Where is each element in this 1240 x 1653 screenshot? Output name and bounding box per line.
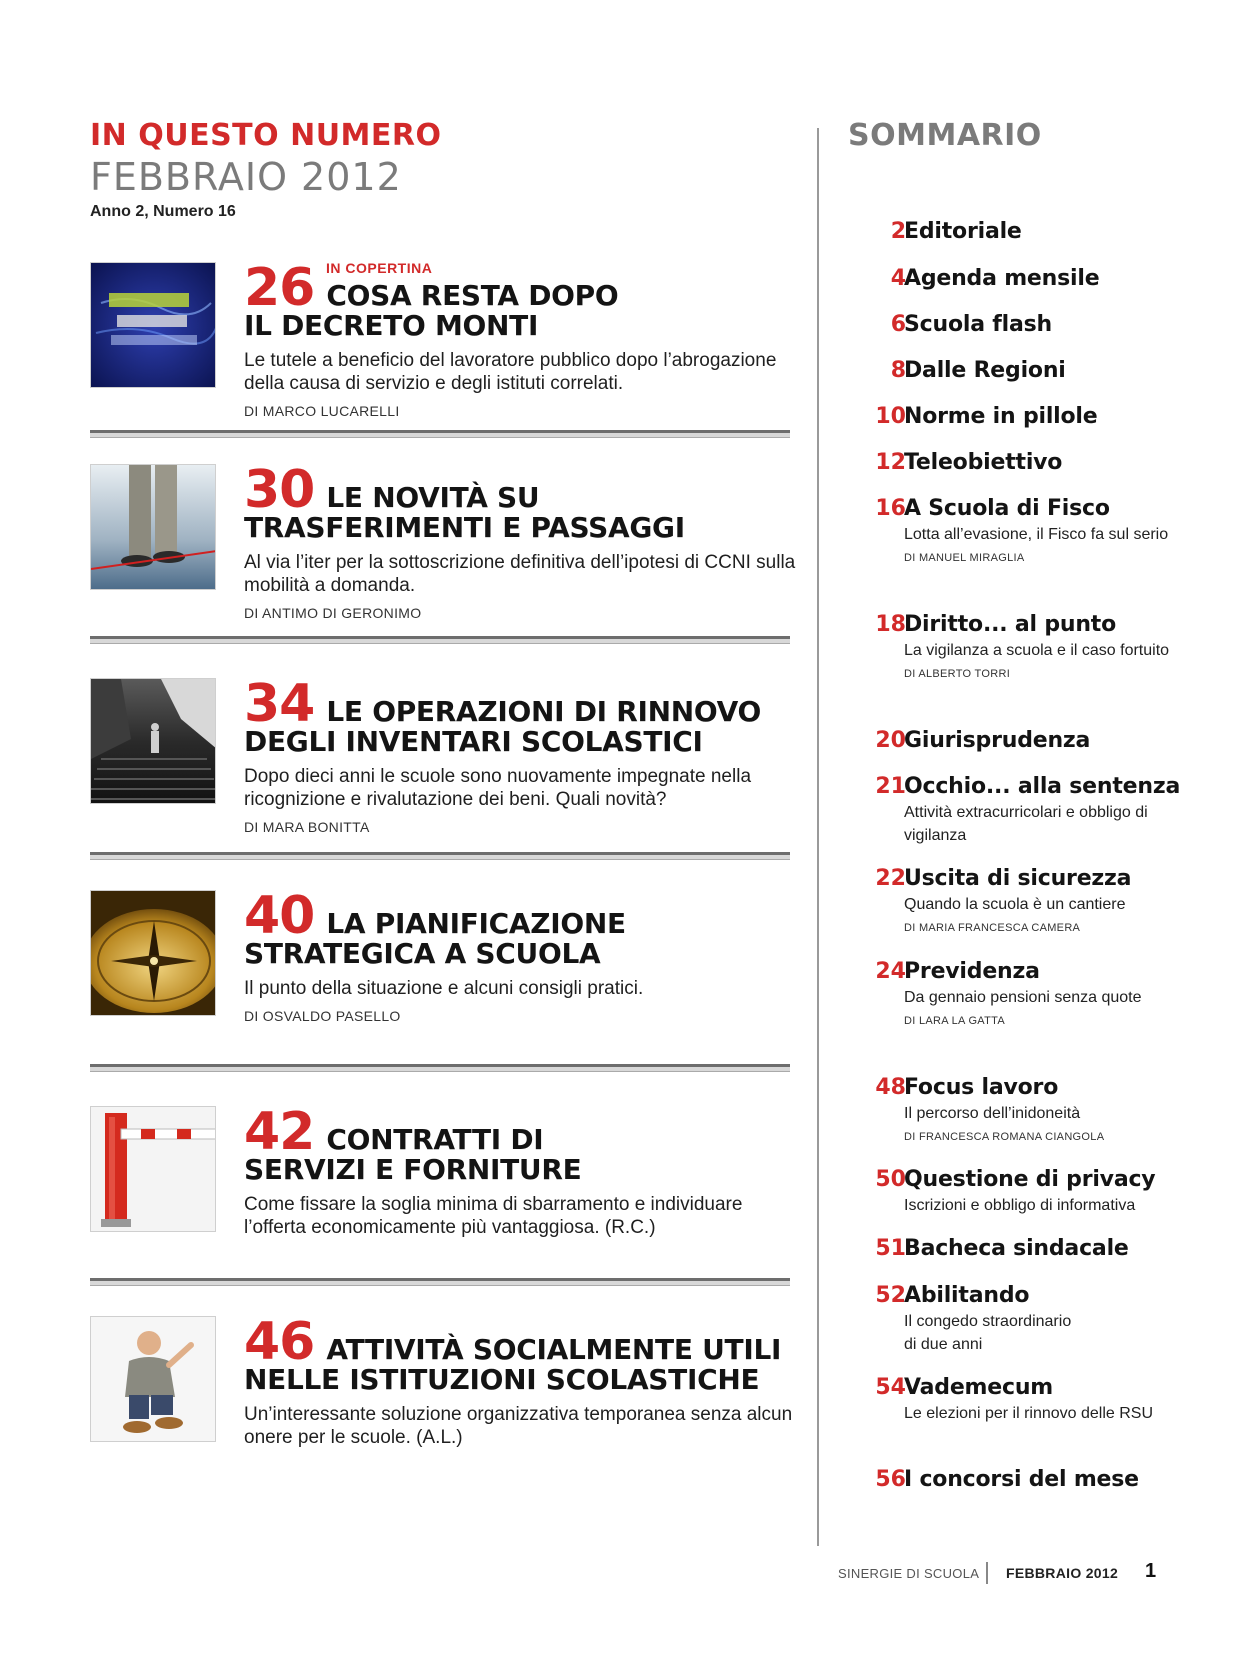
article-description: Dopo dieci anni le scuole sono nuovamente impegnate nella ricognizione e rivalutazione dei beni. Quali novità? (244, 766, 752, 810)
barrier-image (90, 1106, 216, 1232)
toc-subtitle: Il percorso dell’inidoneità (904, 1105, 1081, 1122)
article-description: Al via l’iter per la sottoscrizione definitiva dell’ipotesi di CCNI sulla mobilità a domanda. (244, 552, 796, 596)
toc-title: Vademecum (904, 1375, 1054, 1400)
sommario-column (848, 118, 1188, 1492)
toc-title: Teleobiettivo (904, 450, 1063, 475)
article-page-number: 34 (244, 674, 315, 734)
cover-image (90, 262, 216, 388)
toc-title: Abilitando (904, 1283, 1030, 1308)
article-page-number: 40 (244, 886, 315, 946)
toc-title: Editoriale (904, 219, 1022, 244)
toc-page: 21 (875, 774, 906, 799)
toc-title: Uscita di sicurezza (904, 866, 1132, 891)
article-description: Il punto della situazione e alcuni consigli pratici. (244, 978, 644, 999)
toc-author: DI ALBERTO TORRI (904, 668, 1011, 680)
toc-title: Bacheca sindacale (904, 1236, 1129, 1261)
article-title: 34 LE OPERAZIONI DI RINNOVO DEGLI INVENTARI SCOLASTICI (244, 674, 761, 758)
toc-title: Questione di privacy (904, 1167, 1156, 1192)
footer-month: FEBBRAIO 2012 (1006, 1565, 1119, 1581)
page-footer (838, 1562, 1168, 1586)
toc-author: DI FRANCESCA ROMANA CIANGOLA (904, 1131, 1105, 1143)
article-author: DI MARCO LUCARELLI (244, 403, 400, 419)
issue-number: Anno 2, Numero 16 (90, 203, 236, 220)
worker-image (90, 1316, 216, 1442)
publication-name: SINERGIE DI SCUOLA (838, 1566, 980, 1581)
article-page-number: 42 (244, 1102, 315, 1162)
footer-divider (986, 1562, 988, 1584)
article-description: Le tutele a beneficio del lavoratore pubblico dopo l’abrogazione della causa di servizio e degli istituti correlati. (244, 350, 777, 394)
separator (90, 1064, 790, 1072)
toc-page: 24 (875, 959, 906, 984)
toc-page: 18 (875, 612, 906, 637)
toc-page: 48 (875, 1075, 906, 1100)
toc-subtitle: La vigilanza a scuola e il caso fortuito (904, 642, 1170, 659)
article-description: Un’interessante soluzione organizzativa temporanea senza alcun onere per le scuole. (A.L.) (244, 1404, 793, 1448)
toc-subtitle: Iscrizioni e obbligo di informativa (904, 1197, 1136, 1214)
article-title: 30 LE NOVITÀ SU TRASFERIMENTI E PASSAGGI (244, 460, 685, 544)
toc-title: Scuola flash (904, 312, 1053, 337)
page-number: 1 (1145, 1560, 1157, 1582)
toc-title: Giurisprudenza (904, 728, 1091, 753)
toc-subtitle: Quando la scuola è un cantiere (904, 896, 1126, 913)
article-title: 42 CONTRATTI DI SERVIZI E FORNITURE (244, 1102, 582, 1186)
toc-page: 12 (875, 450, 906, 475)
toc-author: DI LARA LA GATTA (904, 1015, 1005, 1027)
stairs-image (90, 678, 216, 804)
article-kicker: IN COPERTINA (326, 260, 433, 276)
toc-page: 2 (890, 219, 906, 244)
toc-subtitle: Da gennaio pensioni senza quote (904, 989, 1142, 1006)
toc-title: Diritto... al punto (904, 612, 1117, 637)
compass-image (90, 890, 216, 1016)
toc-title: Norme in pillole (904, 404, 1098, 429)
article-author: DI ANTIMO DI GERONIMO (244, 605, 422, 621)
toc-page: 8 (890, 358, 906, 383)
toc-subtitle: Lotta all’evasione, il Fisco fa sul serio (904, 526, 1169, 543)
issue-month: FEBBRAIO 2012 (90, 155, 402, 199)
tightrope-image (90, 464, 216, 590)
article-author: DI MARA BONITTA (244, 819, 370, 835)
contents-column (90, 118, 796, 1448)
toc-page: 16 (875, 496, 906, 521)
toc-page: 10 (875, 404, 906, 429)
toc-page: 22 (875, 866, 906, 891)
separator (90, 430, 790, 438)
article-title: 46 ATTIVITÀ SOCIALMENTE UTILI NELLE ISTITUZIONI SCOLASTICHE (244, 1312, 782, 1396)
toc-title: Previdenza (904, 959, 1040, 984)
toc-author: DI MARIA FRANCESCA CAMERA (904, 922, 1081, 934)
separator (90, 1278, 790, 1286)
section-title: IN QUESTO NUMERO (90, 118, 442, 153)
article-page-number: 46 (244, 1312, 315, 1372)
toc-subtitle: Il congedo straordinario di due anni (904, 1313, 1072, 1353)
toc-page: 54 (875, 1375, 906, 1400)
sommario-title: SOMMARIO (848, 118, 1042, 153)
toc-page: 52 (875, 1283, 906, 1308)
toc-title: Focus lavoro (904, 1075, 1059, 1100)
column-divider (817, 128, 819, 1546)
article-page-number: 26 (244, 258, 315, 318)
toc-subtitle: Attività extracurricolari e obbligo di vigilanza (904, 804, 1148, 844)
article-page-number: 30 (244, 460, 315, 520)
separator (90, 852, 790, 860)
toc-title: Dalle Regioni (904, 358, 1066, 383)
toc-title: Occhio... alla sentenza (904, 774, 1181, 799)
toc-title: Agenda mensile (904, 266, 1100, 291)
toc-title: I concorsi del mese (904, 1467, 1139, 1492)
toc-subtitle: Le elezioni per il rinnovo delle RSU (904, 1405, 1154, 1422)
toc-page: 20 (875, 728, 906, 753)
toc-page: 50 (875, 1167, 906, 1192)
toc-page: 6 (890, 312, 906, 337)
toc-page: 4 (890, 266, 906, 291)
separator (90, 636, 790, 644)
toc-page: 56 (875, 1467, 906, 1492)
toc-title: A Scuola di Fisco (904, 496, 1110, 521)
toc-author: DI MANUEL MIRAGLIA (904, 552, 1025, 564)
toc-page: 51 (875, 1236, 906, 1261)
article-title: 40 LA PIANIFICAZIONE STRATEGICA A SCUOLA (244, 886, 626, 970)
article-description: Come fissare la soglia minima di sbarramento e individuare l’offerta economicamente più vantaggiosa. (R.C.) (244, 1194, 743, 1238)
article-title: 26 COSA RESTA DOPO IL DECRETO MONTI (244, 258, 619, 342)
article-author: DI OSVALDO PASELLO (244, 1008, 401, 1024)
